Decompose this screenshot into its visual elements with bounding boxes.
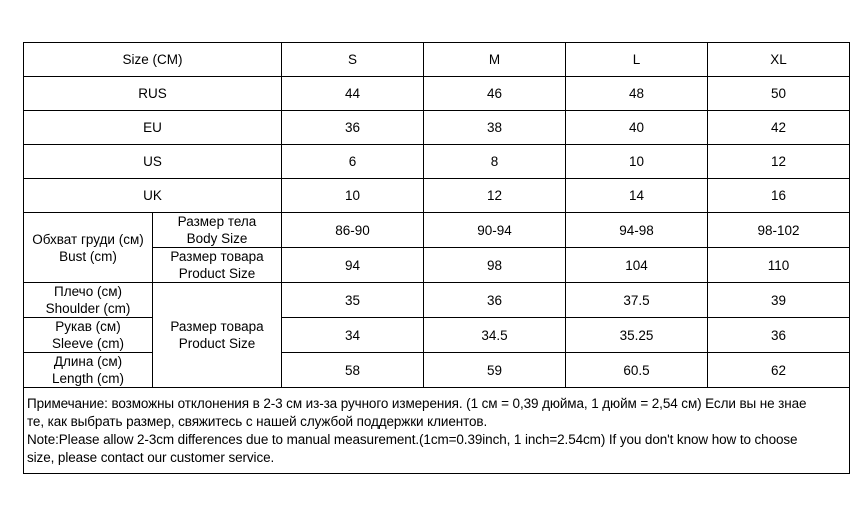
size-l-header: L	[566, 43, 708, 77]
bust-label-ru: Обхват груди (см)	[32, 231, 144, 247]
table-row	[24, 283, 850, 318]
bust-label-en: Bust (cm)	[59, 248, 117, 264]
table-row	[24, 179, 850, 213]
table-cell: 104	[566, 248, 708, 283]
table-cell: 98	[424, 248, 566, 283]
table-cell: 8	[424, 145, 566, 179]
table-cell: 46	[424, 77, 566, 111]
note-en-line-2: size, please contact our customer service.	[27, 450, 275, 465]
note-ru-line-2: те, как выбрать размер, свяжитесь с нашей службой поддержки клиентов.	[27, 414, 488, 429]
table-cell: 42	[708, 111, 850, 145]
table-cell: 38	[424, 111, 566, 145]
body-size-label	[153, 213, 282, 248]
shoulder-label	[24, 283, 153, 318]
row-label-eu: EU	[24, 111, 282, 145]
table-cell: 86-90	[282, 213, 424, 248]
table-cell: 94-98	[566, 213, 708, 248]
sleeve-label	[24, 318, 153, 353]
table-row	[24, 318, 850, 353]
table-cell: 16	[708, 179, 850, 213]
table-row	[24, 111, 850, 145]
table-row	[24, 353, 850, 388]
size-header-label: Size (CM)	[24, 43, 282, 77]
table-cell: 35	[282, 283, 424, 318]
table-cell: 59	[424, 353, 566, 388]
table-cell: 14	[566, 179, 708, 213]
bust-product-size-label	[153, 248, 282, 283]
table-cell: 110	[708, 248, 850, 283]
product-size-group-label-ru: Размер товара	[170, 319, 264, 334]
table-cell: 10	[566, 145, 708, 179]
table-cell: 44	[282, 77, 424, 111]
table-cell: 12	[708, 145, 850, 179]
table-cell: 94	[282, 248, 424, 283]
row-label-us: US	[24, 145, 282, 179]
size-s-header: S	[282, 43, 424, 77]
table-cell: 39	[708, 283, 850, 318]
size-chart-table	[23, 42, 850, 474]
row-label-rus: RUS	[24, 77, 282, 111]
note-row	[24, 388, 850, 474]
table-cell: 10	[282, 179, 424, 213]
table-cell: 34.5	[424, 318, 566, 353]
note-en-line-1: Note:Please allow 2-3cm differences due to manual measurement.(1cm=0.39inch, 1 inch=2.54cm) If you don't know how to choose	[27, 432, 798, 447]
measurement-note	[24, 388, 850, 474]
sleeve-label-en: Sleeve (cm)	[51, 336, 124, 351]
bust-product-size-label-ru: Размер товара	[170, 249, 264, 264]
length-label	[24, 353, 153, 388]
table-cell: 12	[424, 179, 566, 213]
size-header-row	[24, 43, 850, 77]
table-cell: 98-102	[708, 213, 850, 248]
table-row	[24, 145, 850, 179]
table-row	[24, 77, 850, 111]
table-cell: 60.5	[566, 353, 708, 388]
shoulder-label-ru: Плечо (см)	[54, 284, 122, 299]
size-m-header: M	[424, 43, 566, 77]
body-size-label-ru: Размер тела	[177, 214, 257, 229]
shoulder-label-en: Shoulder (cm)	[45, 301, 131, 316]
size-xl-header: XL	[708, 43, 850, 77]
table-cell: 50	[708, 77, 850, 111]
product-size-group-label	[153, 283, 282, 388]
product-size-group-label-en: Product Size	[178, 336, 256, 351]
table-cell: 58	[282, 353, 424, 388]
table-cell: 37.5	[566, 283, 708, 318]
sleeve-label-ru: Рукав (см)	[55, 319, 121, 334]
table-cell: 48	[566, 77, 708, 111]
length-label-ru: Длина (см)	[53, 354, 123, 369]
table-cell: 35.25	[566, 318, 708, 353]
table-cell: 36	[282, 111, 424, 145]
table-cell: 36	[424, 283, 566, 318]
note-ru-line-1: Примечание: возможны отклонения в 2-3 см из-за ручного измерения. (1 см = 0,39 дюйма, 1 дюйм = 2,54 см) Если вы не знае	[27, 396, 807, 411]
table-cell: 40	[566, 111, 708, 145]
table-cell: 6	[282, 145, 424, 179]
bust-label	[24, 213, 153, 283]
table-cell: 34	[282, 318, 424, 353]
bust-product-size-label-en: Product Size	[178, 266, 256, 281]
table-cell: 36	[708, 318, 850, 353]
body-size-label-en: Body Size	[186, 231, 248, 246]
length-label-en: Length (cm)	[51, 371, 125, 386]
table-row	[24, 213, 850, 248]
row-label-uk: UK	[24, 179, 282, 213]
table-cell: 90-94	[424, 213, 566, 248]
table-cell: 62	[708, 353, 850, 388]
